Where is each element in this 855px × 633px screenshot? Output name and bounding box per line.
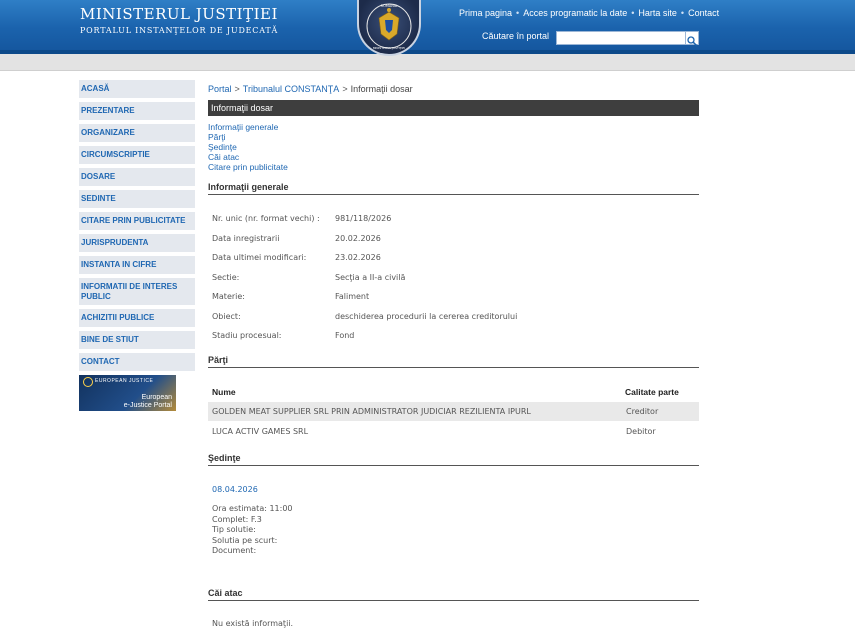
header-subbar <box>0 54 855 71</box>
emblem-top-text: ROMÂNIA <box>380 4 398 8</box>
party-role: Creditor <box>626 407 659 416</box>
info-value: 23.02.2026 <box>335 253 381 262</box>
ejustice-caption <box>124 394 172 410</box>
anchor-sedinte[interactable]: Şedinţe <box>208 142 237 152</box>
anchor-citare-prin-publicitate[interactable]: Citare prin publicitate <box>208 162 288 172</box>
info-value: 981/118/2026 <box>335 214 392 223</box>
info-label: Data inregistrarii <box>212 233 280 243</box>
sidebar-nav <box>79 80 195 411</box>
column-header-nume: Nume <box>212 387 236 397</box>
section-heading-informatii-generale: Informaţii generale <box>208 182 699 195</box>
info-label: Materie: <box>212 292 245 301</box>
ejustice-portal-banner[interactable] <box>79 375 176 411</box>
site-header <box>0 0 855 50</box>
info-value: deschiderea procedurii la cererea creditorului <box>335 311 518 321</box>
info-value: Secţia a II-a civilă <box>335 272 406 282</box>
sidebar-item-acasa[interactable]: ACASĂ <box>79 80 195 98</box>
link-separator: • <box>631 8 635 18</box>
cai-atac-message: Nu există informaţii. <box>212 619 294 628</box>
anchor-informatii-generale[interactable]: Informaţii generale <box>208 122 279 132</box>
top-link-acces-programatic[interactable]: Acces programatic la date <box>523 8 628 18</box>
ejustice-line-2: e-Justice Portal <box>123 402 172 409</box>
anchor-parti[interactable]: Părţi <box>208 132 226 142</box>
info-label: Data ultimei modificari: <box>212 253 307 262</box>
search-icon <box>686 35 698 47</box>
section-heading-parti: Părţi <box>208 355 699 368</box>
ejustice-top-text: EUROPEAN JUSTICE <box>95 378 154 384</box>
hearing-document: Document: <box>212 546 257 555</box>
anchor-cai-atac[interactable]: Căi atac <box>208 152 240 162</box>
emblem-bottom-text: MINISTERUL JUSTIŢIEI <box>372 46 406 50</box>
section-sedinte <box>208 453 699 555</box>
section-cai-atac <box>208 588 699 628</box>
info-label: Obiect: <box>212 311 241 321</box>
section-informatii-generale <box>208 182 699 340</box>
hearing-tip-solutie: Tip solutie: <box>212 525 256 534</box>
top-links <box>459 8 719 18</box>
breadcrumb-tribunal[interactable]: Tribunalul CONSTANŢA <box>242 84 340 94</box>
top-link-prima-pagina[interactable]: Prima pagina <box>459 8 513 18</box>
coat-of-arms-icon <box>359 0 419 54</box>
party-role: Debitor <box>626 427 656 436</box>
main-content <box>208 80 699 172</box>
info-value: Fond <box>335 331 355 340</box>
section-parti <box>208 355 699 436</box>
hearing-date: 08.04.2026 <box>212 485 258 494</box>
breadcrumb-separator: > <box>342 84 348 94</box>
site-subtitle: PORTALUL INSTANŢELOR DE JUDECATĂ <box>80 26 279 35</box>
link-separator: • <box>516 8 520 18</box>
search-label: Căutare în portal <box>482 31 550 41</box>
coat-of-arms-emblem[interactable] <box>357 0 421 56</box>
sidebar-item-organizare[interactable]: ORGANIZARE <box>79 124 195 142</box>
breadcrumb-current: Informaţii dosar <box>350 84 413 94</box>
sidebar-item-contact[interactable]: CONTACT <box>79 353 195 371</box>
page-title-bar: Informaţii dosar <box>208 100 699 116</box>
sidebar-item-sedinte[interactable]: SEDINTE <box>79 190 195 208</box>
section-heading-sedinte: Şedinţe <box>208 453 699 466</box>
sidebar-item-instanta-in-cifre[interactable]: INSTANTA IN CIFRE <box>79 256 195 274</box>
table-row <box>208 422 699 441</box>
hearing-details <box>212 504 293 557</box>
link-separator: • <box>680 8 685 18</box>
search-input[interactable] <box>556 31 690 45</box>
sidebar-item-informatii-interes-public[interactable]: INFORMATII DE INTERES PUBLIC <box>79 278 195 305</box>
top-link-harta-site[interactable]: Harta site <box>638 8 677 18</box>
section-heading-cai-atac: Căi atac <box>208 588 699 601</box>
table-header <box>208 382 699 400</box>
eu-stars-icon <box>83 377 93 387</box>
sidebar-item-jurisprudenta[interactable]: JURISPRUDENTA <box>79 234 195 252</box>
breadcrumb-portal[interactable]: Portal <box>208 84 232 94</box>
hearing-solutia: Solutia pe scurt: <box>212 535 278 545</box>
info-value: Faliment <box>335 292 370 301</box>
info-label: Stadiu procesual: <box>212 331 282 340</box>
breadcrumb-separator: > <box>234 84 240 94</box>
party-name: GOLDEN MEAT SUPPLIER SRL PRIN ADMINISTRATOR JUDICIAR REZILIENTA IPURL <box>212 407 531 416</box>
sidebar-item-prezentare[interactable]: PREZENTARE <box>79 102 195 120</box>
hearing-complet: Complet: F.3 <box>212 514 262 524</box>
sidebar-item-citare-prin-publicitate[interactable]: CITARE PRIN PUBLICITATE <box>79 212 195 230</box>
hearing-ora: Ora estimata: 11:00 <box>212 504 293 513</box>
column-header-calitate: Calitate parte <box>625 387 679 397</box>
sidebar-item-bine-de-stiut[interactable]: BINE DE STIUT <box>79 331 195 349</box>
search-button[interactable] <box>685 31 699 45</box>
info-label: Sectie: <box>212 272 240 282</box>
anchor-links <box>208 122 699 172</box>
sidebar-item-dosare[interactable]: DOSARE <box>79 168 195 186</box>
breadcrumb <box>208 82 699 96</box>
info-label: Nr. unic (nr. format vechi) : <box>212 214 320 223</box>
table-row <box>208 402 699 421</box>
site-title[interactable]: MINISTERUL JUSTIŢIEI <box>80 5 278 23</box>
party-name: LUCA ACTIV GAMES SRL <box>212 427 309 436</box>
info-value: 20.02.2026 <box>335 233 381 243</box>
sidebar-item-circumscriptie[interactable]: CIRCUMSCRIPTIE <box>79 146 195 164</box>
sidebar-item-achizitii-publice[interactable]: ACHIZITII PUBLICE <box>79 309 195 327</box>
ejustice-line-1: European <box>141 394 172 401</box>
top-link-contact[interactable]: Contact <box>688 8 720 18</box>
